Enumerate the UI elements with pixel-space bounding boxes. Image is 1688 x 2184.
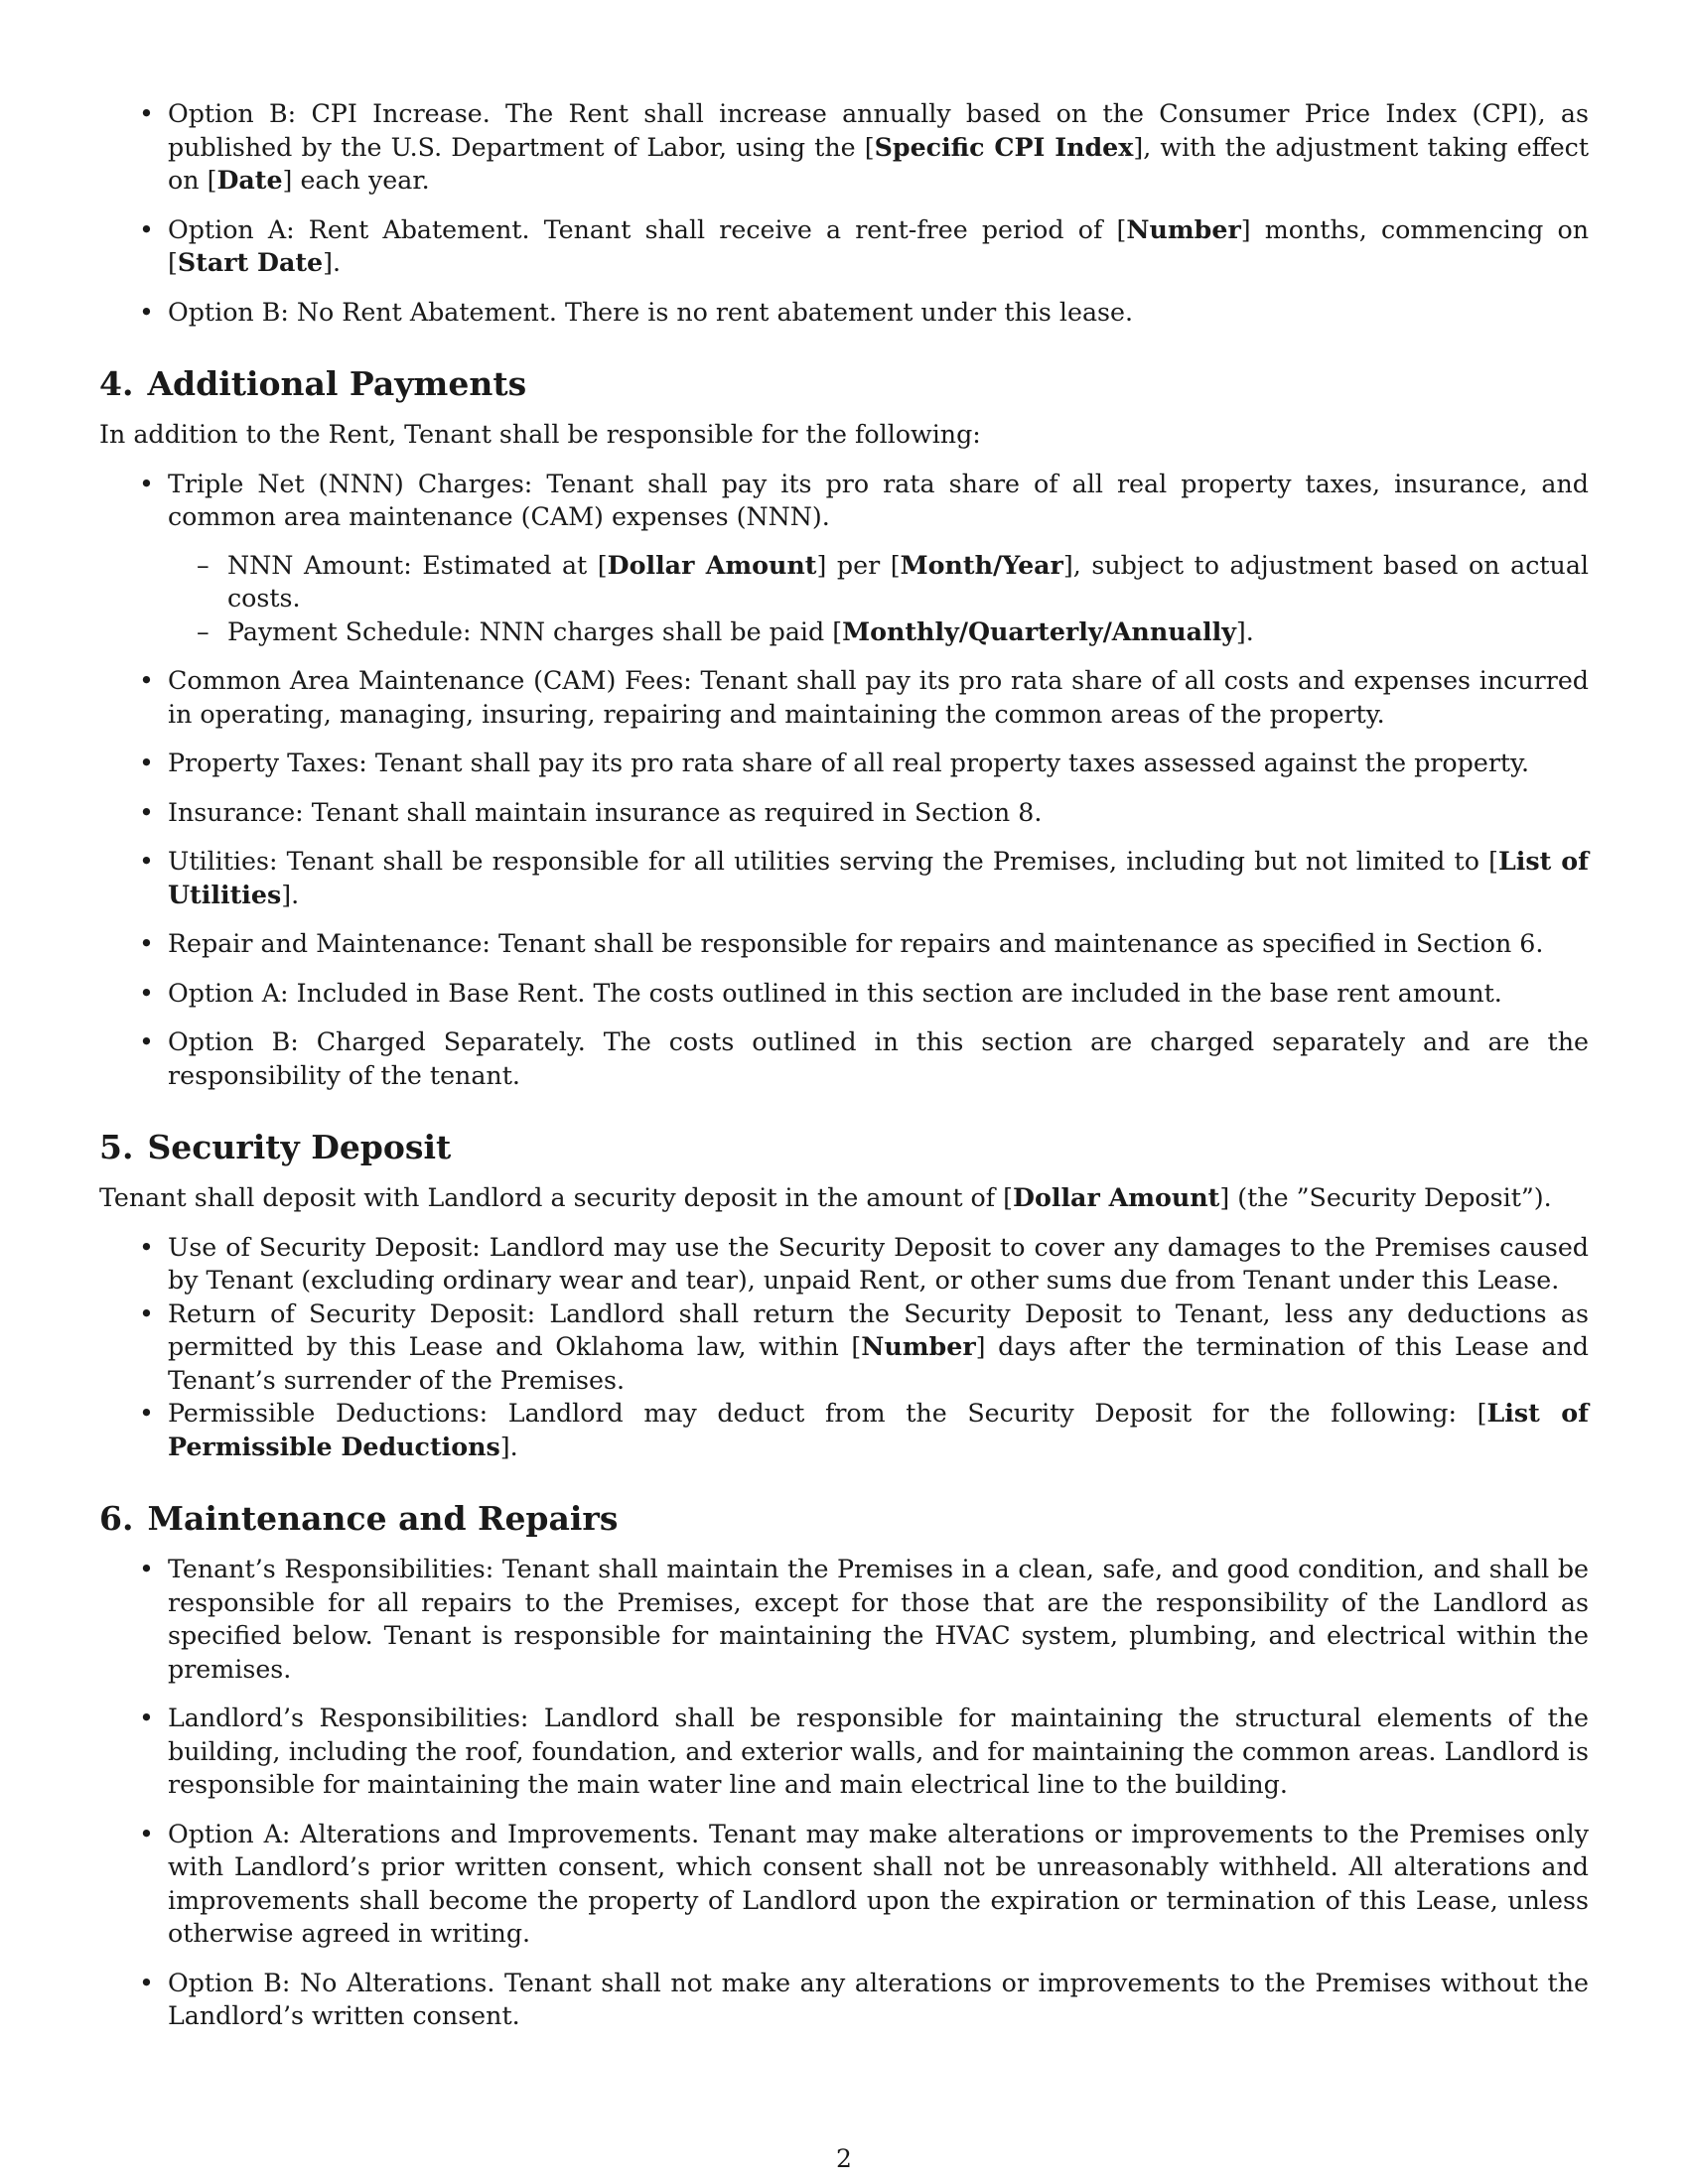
placeholder-list-of-utilities: List of Utilities [168,846,1589,909]
landlord-responsibilities-item: • Landlord’s Responsibilities: Landlord shall be responsible for maintaining the structural elements of the building, including the roof, foundation, and exterior walls, and for maintaining the common areas. Landlord is responsible for maintaining the main water line and main electrical line to the building. [99,1702,1589,1802]
text: Payment Schedule: NNN charges shall be paid [ [227,616,843,646]
text: ]. [1235,616,1254,646]
permissible-deductions-item [99,1397,1589,1463]
text: ]. [499,1432,518,1461]
text: NNN Amount: Estimated at [ [227,550,608,580]
section-6-heading [99,1499,1589,1539]
use-of-deposit-item: • Use of Security Deposit: Landlord may use the Security Deposit to cover any damages to the Premises caused by Tenant (excluding ordinary wear and tear), unpaid Rent, or other sums due from Tenant under this Lease. [99,1231,1589,1297]
nnn-amount-item [168,549,1589,615]
no-alterations-option: • Option B: No Alterations. Tenant shall not make any alterations or improvements to the Premises without the Landlord’s written consent. [99,1967,1589,2033]
document-page [99,97,1589,2049]
included-in-base-rent-option: • Option A: Included in Base Rent. The costs outlined in this section are included in the base rent amount. [99,977,1589,1011]
section-title: Maintenance and Repairs [147,1499,619,1538]
property-taxes-item: • Property Taxes: Tenant shall pay its pro rata share of all real property taxes assessed against the property. [99,747,1589,780]
placeholder-month-year: Month/Year [900,549,1063,580]
placeholder-number: Number [861,1331,976,1361]
placeholder-list-of-deductions: List of Permissible Deductions [168,1398,1589,1461]
text: Return of Security Deposit: Landlord shall return the Security Deposit to Tenant, less any deductions as permitted by this Lease and Oklahoma law, within [ [168,1298,1589,1361]
cam-fees-item: • Common Area Maintenance (CAM) Fees: Tenant shall pay its pro rata share of all costs and expenses incurred in operating, managing, insuring, repairing and maintaining the common areas of the property. [99,664,1589,731]
section-title: Security Deposit [147,1128,452,1166]
text: ]. [281,880,300,909]
text: ] per [ [816,550,901,580]
payment-schedule-item [168,615,1589,649]
no-rent-abatement-option: • Option B: No Rent Abatement. There is no rent abatement under this lease. [99,296,1589,330]
nnn-sublist [168,549,1589,649]
tenant-responsibilities-item: • Tenant’s Responsibilities: Tenant shall maintain the Premises in a clean, safe, and good condition, and shall be responsible for all repairs to the Premises, except for those that are the responsibility of the Landlord as specified below. Tenant is responsible for maintaining the HVAC system, plumbing, and electrical within the premises. [99,1553,1589,1686]
text: ] months, commencing on [ [168,214,1589,277]
placeholder-dollar-amount: Dollar Amount [607,549,817,580]
text: Option B: CPI Increase. The Rent shall increase annually based on the Consumer Price Index (CPI), as published by the U.S. Department of Labor, using the [ [168,99,1589,162]
section-number: 4. [99,364,134,403]
maintenance-repairs-list [99,1553,1589,2033]
text: Triple Net (NNN) Charges: Tenant shall pay its pro rata share of all real property taxes, insurance, and common area maintenance (CAM) expenses (NNN). [168,469,1589,531]
security-deposit-list [99,1231,1589,1464]
text: ], with the adjustment taking effect on [ [168,132,1589,195]
section-3-continued-list [99,97,1589,329]
placeholder-dollar-amount: Dollar Amount [1013,1182,1220,1212]
return-of-deposit-item [99,1297,1589,1398]
placeholder-specific-cpi-index: Specific CPI Index [874,131,1134,162]
section-title: Additional Payments [147,364,527,403]
section-5-heading [99,1128,1589,1167]
text: ], subject to adjustment based on actual costs. [227,550,1590,613]
page-number: 2 [836,2144,852,2173]
charged-separately-option: • Option B: Charged Separately. The costs outlined in this section are charged separately and are the responsibility of the tenant. [99,1025,1589,1092]
placeholder-date: Date [216,165,283,195]
additional-payments-list [99,468,1589,1093]
section-number: 5. [99,1128,134,1166]
placeholder-frequency: Monthly/Quarterly/Annually [842,615,1236,646]
repair-maintenance-item: • Repair and Maintenance: Tenant shall be responsible for repairs and maintenance as specified in Section 6. [99,927,1589,961]
placeholder-number: Number [1126,213,1241,244]
utilities-item [99,845,1589,911]
section-number: 6. [99,1499,134,1538]
alterations-option: • Option A: Alterations and Improvements. Tenant may make alterations or improvements to the Premises only with Landlord’s prior written consent, which consent shall not be unreasonably withheld. All alterations and improvements shall become the property of Landlord upon the expiration or termination of this Lease, unless otherwise agreed in writing. [99,1818,1589,1951]
cpi-increase-option [99,97,1589,198]
text: ] days after the termination of this Lease and Tenant’s surrender of the Premises. [168,1332,1589,1395]
text: ] (the ”Security Deposit”). [1219,1183,1552,1212]
text: Tenant shall deposit with Landlord a security deposit in the amount of [ [99,1183,1014,1212]
text: Permissible Deductions: Landlord may deduct from the Security Deposit for the following: [ [168,1399,1487,1428]
text: Utilities: Tenant shall be responsible for all utilities serving the Premises, including but not limited to [ [168,847,1498,876]
text: Option A: Rent Abatement. Tenant shall receive a rent-free period of [ [168,214,1127,244]
rent-abatement-option [99,213,1589,280]
text: ] each year. [282,166,430,195]
nnn-charges-item [99,468,1589,649]
section-4-heading [99,364,1589,404]
text: ]. [323,248,342,277]
insurance-item: • Insurance: Tenant shall maintain insurance as required in Section 8. [99,796,1589,830]
section-5-intro [99,1181,1589,1215]
placeholder-start-date: Start Date [177,247,324,277]
section-4-intro: In addition to the Rent, Tenant shall be responsible for the following: [99,420,981,449]
